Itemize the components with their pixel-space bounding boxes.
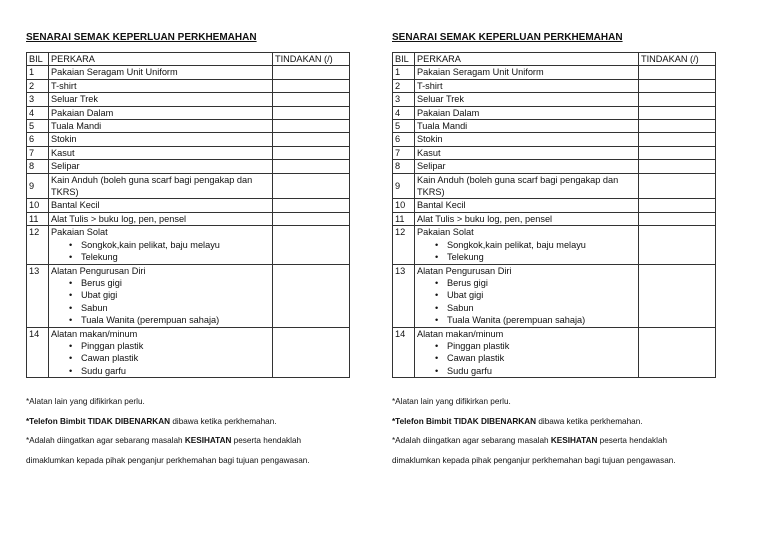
table-row bbox=[27, 93, 350, 106]
table-row bbox=[393, 327, 716, 378]
checklist-table bbox=[26, 52, 350, 378]
sub-item: • Pinggan plastik bbox=[435, 340, 636, 352]
row-number: 7 bbox=[393, 146, 415, 159]
row-item bbox=[415, 93, 639, 106]
action-checkbox-cell[interactable] bbox=[273, 226, 350, 264]
row-number: 11 bbox=[27, 212, 49, 225]
row-item bbox=[49, 212, 273, 225]
header-item: PERKARA bbox=[49, 53, 273, 66]
action-checkbox-cell[interactable] bbox=[273, 106, 350, 119]
row-item-label: Stokin bbox=[51, 134, 77, 145]
row-item bbox=[415, 66, 639, 79]
action-checkbox-cell[interactable] bbox=[273, 264, 350, 327]
row-item bbox=[49, 146, 273, 159]
action-checkbox-cell[interactable] bbox=[273, 93, 350, 106]
action-checkbox-cell[interactable] bbox=[639, 66, 716, 79]
sub-item: • Berus gigi bbox=[69, 277, 270, 289]
row-number: 10 bbox=[393, 199, 415, 212]
action-checkbox-cell[interactable] bbox=[639, 93, 716, 106]
sub-item: • Songkok,kain pelikat, baju melayu bbox=[435, 239, 636, 251]
table-row bbox=[27, 173, 350, 199]
row-number: 3 bbox=[27, 93, 49, 106]
row-number: 8 bbox=[27, 160, 49, 173]
row-item bbox=[415, 264, 639, 327]
row-item-label: Pakaian Solat bbox=[417, 227, 474, 238]
row-item-label: Kasut bbox=[417, 147, 441, 158]
row-item bbox=[49, 327, 273, 378]
action-checkbox-cell[interactable] bbox=[639, 212, 716, 225]
sub-item-list bbox=[417, 239, 636, 264]
notes-section bbox=[392, 392, 715, 470]
row-number: 6 bbox=[27, 133, 49, 146]
note-health-bold: KESIHATAN bbox=[184, 436, 232, 446]
table-row bbox=[393, 106, 716, 119]
note-health-post: peserta hendaklah bbox=[597, 436, 668, 446]
row-number: 14 bbox=[27, 327, 49, 378]
checklist-title: SENARAI SEMAK KEPERLUAN PERKHEMAHAN bbox=[26, 32, 257, 43]
table-row bbox=[393, 79, 716, 92]
row-item bbox=[49, 173, 273, 199]
note-phone bbox=[392, 412, 715, 432]
action-checkbox-cell[interactable] bbox=[273, 173, 350, 199]
table-row bbox=[393, 133, 716, 146]
row-item-label: Pakaian Solat bbox=[51, 227, 108, 238]
row-number: 1 bbox=[27, 66, 49, 79]
action-checkbox-cell[interactable] bbox=[273, 160, 350, 173]
table-row bbox=[393, 93, 716, 106]
row-number: 4 bbox=[393, 106, 415, 119]
sub-item: • Tuala Wanita (perempuan sahaja) bbox=[435, 314, 636, 326]
action-checkbox-cell[interactable] bbox=[639, 226, 716, 264]
row-number: 10 bbox=[27, 199, 49, 212]
table-row bbox=[27, 120, 350, 133]
note-phone-bold: *Telefon Bimbit TIDAK DIBENARKAN bbox=[26, 416, 171, 426]
row-item bbox=[415, 120, 639, 133]
note-health bbox=[26, 431, 349, 451]
row-number: 9 bbox=[393, 173, 415, 199]
table-row bbox=[27, 160, 350, 173]
action-checkbox-cell[interactable] bbox=[639, 264, 716, 327]
action-checkbox-cell[interactable] bbox=[273, 146, 350, 159]
row-item-label: Bantal Kecil bbox=[417, 200, 466, 211]
row-item-label: Seluar Trek bbox=[417, 94, 464, 105]
table-row bbox=[27, 226, 350, 264]
row-item-label: T-shirt bbox=[51, 80, 77, 91]
row-item-label: Pakaian Seragam Unit Uniform bbox=[417, 67, 544, 78]
sub-item-list bbox=[417, 277, 636, 327]
table-row bbox=[27, 133, 350, 146]
table-row bbox=[27, 212, 350, 225]
row-item bbox=[49, 226, 273, 264]
sub-item: • Sudu garfu bbox=[69, 365, 270, 377]
row-item-label: Kain Anduh (boleh guna scarf bagi pengakap dan TKRS) bbox=[417, 174, 619, 198]
table-header-row bbox=[393, 53, 716, 66]
table-row bbox=[393, 173, 716, 199]
row-item-label: T-shirt bbox=[417, 80, 443, 91]
sub-item: • Berus gigi bbox=[435, 277, 636, 289]
row-number: 14 bbox=[393, 327, 415, 378]
action-checkbox-cell[interactable] bbox=[273, 79, 350, 92]
checklist-panel-left bbox=[26, 30, 349, 470]
header-action: TINDAKAN (/) bbox=[639, 53, 716, 66]
sub-item: • Telekung bbox=[69, 251, 270, 263]
row-number: 8 bbox=[393, 160, 415, 173]
note-health-post: peserta hendaklah bbox=[231, 436, 302, 446]
row-number: 1 bbox=[393, 66, 415, 79]
row-item-label: Alat Tulis > buku log, pen, pensel bbox=[417, 213, 553, 224]
row-number: 13 bbox=[393, 264, 415, 327]
table-row bbox=[27, 106, 350, 119]
note-inform: dimaklumkan kepada pihak penganjur perkhemahan bagi tujuan pengawasan. bbox=[392, 455, 676, 465]
note-phone bbox=[26, 412, 349, 432]
row-item bbox=[49, 79, 273, 92]
row-item bbox=[415, 173, 639, 199]
row-item bbox=[415, 226, 639, 264]
note-other-items: *Alatan lain yang difikirkan perlu. bbox=[392, 397, 511, 407]
sub-item: • Sabun bbox=[435, 302, 636, 314]
sub-item: • Sabun bbox=[69, 302, 270, 314]
note-health bbox=[392, 431, 715, 451]
table-row bbox=[393, 226, 716, 264]
sub-item: • Pinggan plastik bbox=[69, 340, 270, 352]
checklist-table bbox=[392, 52, 716, 378]
row-number: 5 bbox=[27, 120, 49, 133]
row-item bbox=[49, 106, 273, 119]
row-number: 2 bbox=[393, 79, 415, 92]
row-item-label: Stokin bbox=[417, 134, 443, 145]
row-item bbox=[49, 93, 273, 106]
sub-item-list bbox=[51, 239, 270, 264]
action-checkbox-cell[interactable] bbox=[273, 212, 350, 225]
table-header-row bbox=[27, 53, 350, 66]
note-health-pre: *Adalah diingatkan agar sebarang masalah bbox=[26, 436, 185, 446]
row-item-label: Alatan makan/minum bbox=[417, 328, 504, 339]
checklist-title: SENARAI SEMAK KEPERLUAN PERKHEMAHAN bbox=[392, 32, 623, 43]
action-checkbox-cell[interactable] bbox=[639, 199, 716, 212]
sub-item: • Ubat gigi bbox=[69, 289, 270, 301]
sub-item: • Cawan plastik bbox=[69, 352, 270, 364]
action-checkbox-cell[interactable] bbox=[639, 133, 716, 146]
row-item-label: Tuala Mandi bbox=[51, 121, 102, 132]
table-row bbox=[27, 264, 350, 327]
table-row bbox=[393, 160, 716, 173]
row-number: 11 bbox=[393, 212, 415, 225]
sub-item: • Cawan plastik bbox=[435, 352, 636, 364]
table-row bbox=[27, 327, 350, 378]
row-item bbox=[49, 133, 273, 146]
note-health-pre: *Adalah diingatkan agar sebarang masalah bbox=[392, 436, 551, 446]
row-item-label: Alat Tulis > buku log, pen, pensel bbox=[51, 213, 187, 224]
table-row bbox=[27, 79, 350, 92]
row-number: 4 bbox=[27, 106, 49, 119]
note-other-items: *Alatan lain yang difikirkan perlu. bbox=[26, 397, 145, 407]
row-item bbox=[415, 79, 639, 92]
row-item bbox=[415, 133, 639, 146]
sub-item: • Songkok,kain pelikat, baju melayu bbox=[69, 239, 270, 251]
table-row bbox=[27, 199, 350, 212]
action-checkbox-cell[interactable] bbox=[273, 120, 350, 133]
row-item-label: Tuala Mandi bbox=[417, 121, 468, 132]
action-checkbox-cell[interactable] bbox=[639, 106, 716, 119]
table-row bbox=[393, 146, 716, 159]
row-number: 9 bbox=[27, 173, 49, 199]
table-row bbox=[27, 146, 350, 159]
row-number: 2 bbox=[27, 79, 49, 92]
row-item bbox=[415, 146, 639, 159]
row-item-label: Pakaian Dalam bbox=[417, 107, 480, 118]
row-item bbox=[415, 199, 639, 212]
checklist-panel-right bbox=[392, 30, 715, 470]
table-row bbox=[393, 264, 716, 327]
row-item bbox=[49, 264, 273, 327]
sub-item-list bbox=[417, 340, 636, 377]
sub-item: • Ubat gigi bbox=[435, 289, 636, 301]
sub-item: • Telekung bbox=[435, 251, 636, 263]
row-item bbox=[415, 212, 639, 225]
table-row bbox=[27, 66, 350, 79]
sub-item-list bbox=[51, 340, 270, 377]
action-checkbox-cell[interactable] bbox=[273, 199, 350, 212]
row-number: 12 bbox=[27, 226, 49, 264]
row-item-label: Alatan Pengurusan Diri bbox=[51, 265, 146, 276]
row-number: 3 bbox=[393, 93, 415, 106]
row-item-label: Selipar bbox=[417, 161, 446, 172]
row-item-label: Pakaian Seragam Unit Uniform bbox=[51, 67, 178, 78]
note-inform: dimaklumkan kepada pihak penganjur perkhemahan bagi tujuan pengawasan. bbox=[26, 455, 310, 465]
note-phone-rest: dibawa ketika perkhemahan. bbox=[170, 416, 277, 426]
row-item bbox=[49, 66, 273, 79]
table-row bbox=[393, 120, 716, 133]
action-checkbox-cell[interactable] bbox=[273, 327, 350, 378]
row-item bbox=[49, 160, 273, 173]
row-item bbox=[49, 120, 273, 133]
table-row bbox=[393, 199, 716, 212]
action-checkbox-cell[interactable] bbox=[273, 133, 350, 146]
row-item-label: Alatan Pengurusan Diri bbox=[417, 265, 512, 276]
action-checkbox-cell[interactable] bbox=[639, 327, 716, 378]
action-checkbox-cell[interactable] bbox=[639, 120, 716, 133]
header-bil: BIL bbox=[27, 53, 49, 66]
table-row bbox=[393, 66, 716, 79]
header-bil: BIL bbox=[393, 53, 415, 66]
row-item-label: Alatan makan/minum bbox=[51, 328, 138, 339]
row-item bbox=[415, 160, 639, 173]
row-item-label: Kasut bbox=[51, 147, 75, 158]
row-item-label: Kain Anduh (boleh guna scarf bagi pengakap dan TKRS) bbox=[51, 174, 253, 198]
row-number: 13 bbox=[27, 264, 49, 327]
table-row bbox=[393, 212, 716, 225]
header-item: PERKARA bbox=[415, 53, 639, 66]
row-number: 7 bbox=[27, 146, 49, 159]
action-checkbox-cell[interactable] bbox=[639, 173, 716, 199]
notes-section bbox=[26, 392, 349, 470]
note-health-bold: KESIHATAN bbox=[550, 436, 598, 446]
sub-item-list bbox=[51, 277, 270, 327]
action-checkbox-cell[interactable] bbox=[273, 66, 350, 79]
row-item bbox=[415, 327, 639, 378]
row-number: 12 bbox=[393, 226, 415, 264]
note-phone-bold: *Telefon Bimbit TIDAK DIBENARKAN bbox=[392, 416, 537, 426]
row-item-label: Pakaian Dalam bbox=[51, 107, 114, 118]
row-item-label: Seluar Trek bbox=[51, 94, 98, 105]
row-item bbox=[415, 106, 639, 119]
action-checkbox-cell[interactable] bbox=[639, 160, 716, 173]
action-checkbox-cell[interactable] bbox=[639, 146, 716, 159]
row-number: 5 bbox=[393, 120, 415, 133]
sub-item: • Sudu garfu bbox=[435, 365, 636, 377]
header-action: TINDAKAN (/) bbox=[273, 53, 350, 66]
note-phone-rest: dibawa ketika perkhemahan. bbox=[536, 416, 643, 426]
action-checkbox-cell[interactable] bbox=[639, 79, 716, 92]
sub-item: • Tuala Wanita (perempuan sahaja) bbox=[69, 314, 270, 326]
row-item-label: Selipar bbox=[51, 161, 80, 172]
row-item-label: Bantal Kecil bbox=[51, 200, 100, 211]
row-number: 6 bbox=[393, 133, 415, 146]
row-item bbox=[49, 199, 273, 212]
